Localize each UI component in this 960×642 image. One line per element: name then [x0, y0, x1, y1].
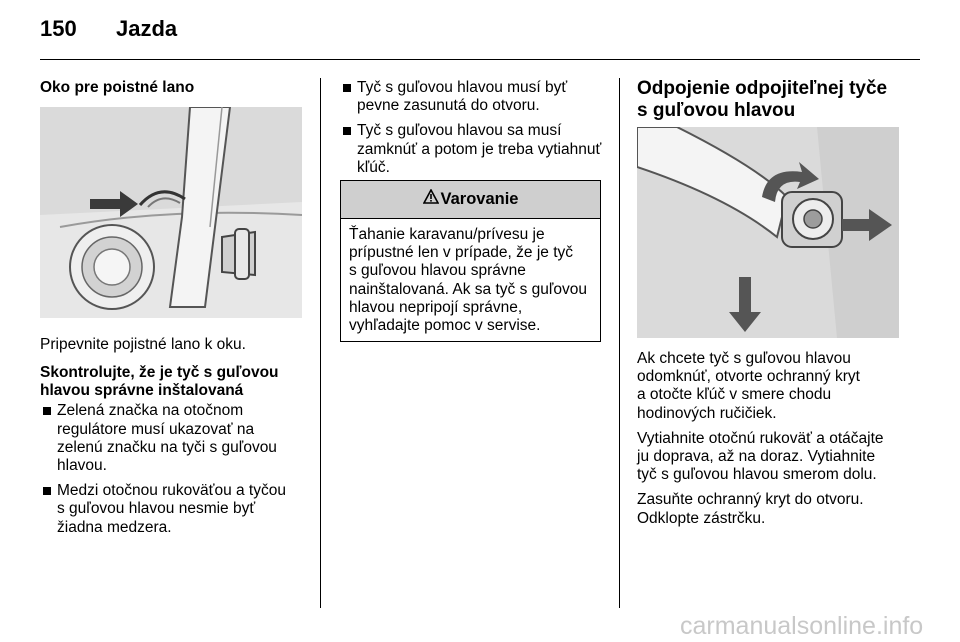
warning-body: Ťahanie karavanu/prívesu je prípustné len v prípade, že je tyč s guľovou hlavou správne nainštalovaná. Ak sa tyč s guľovou hlavou nepripojí správne, vyhľadajte pomoc v servise.	[349, 226, 588, 335]
detach-illustration	[637, 127, 899, 338]
page-number: 150	[40, 16, 77, 41]
column-divider-1	[320, 78, 321, 608]
warning-triangle-icon	[423, 181, 439, 218]
warning-title: Varovanie	[440, 190, 519, 208]
column-3	[637, 78, 907, 528]
bullet-no-gap: Medzi otočnou rukoväťou a tyčou s guľovou hlavou nesmie byť žiadna medzera.	[40, 482, 305, 537]
warning-box	[340, 180, 601, 342]
column-1	[40, 79, 305, 537]
eye-caption: Pripevnite pojistné lano k oku.	[40, 336, 246, 354]
detach-step-2: Vytiahnite otočnú rukoväť a otáčajte ju doprava, až na doraz. Vytiahnite tyč s guľovou hlavou smerom dolu.	[637, 429, 884, 484]
eye-heading: Oko pre poistné lano	[40, 79, 195, 96]
bullet-locked: Tyč s guľovou hlavou sa musí zamknúť a potom je treba vytiahnuť kľúč.	[340, 122, 605, 177]
detach-heading: Odpojenie odpojiteľnej tyče s guľovou hlavou	[637, 78, 888, 121]
column-divider-2	[619, 78, 620, 608]
section-title: Jazda	[116, 16, 178, 41]
column-2	[340, 79, 605, 177]
bullet-inserted: Tyč s guľovou hlavou musí byť pevne zasunutá do otvoru.	[340, 79, 605, 115]
warning-header	[341, 181, 600, 219]
towing-eye-illustration	[40, 107, 302, 318]
bullet-green-mark: Zelená značka na otočnom regulátore musí ukazovať na zelenú značku na tyči s guľovou hlavou.	[40, 402, 305, 475]
detach-step-1: Ak chcete tyč s guľovou hlavou odomknúť, otvorte ochranný kryt a otočte kľúč v smere chodu hodinových ručičiek.	[637, 350, 860, 422]
watermark: carmanualsonline.info	[680, 612, 924, 640]
detach-step-3: Zasuňte ochranný kryt do otvoru. Odklopte zástrčku.	[637, 491, 864, 527]
page-header	[40, 16, 177, 42]
check-heading: Skontrolujte, že je tyč s guľovou hlavou správne inštalovaná	[40, 364, 279, 400]
header-rule	[40, 59, 920, 60]
